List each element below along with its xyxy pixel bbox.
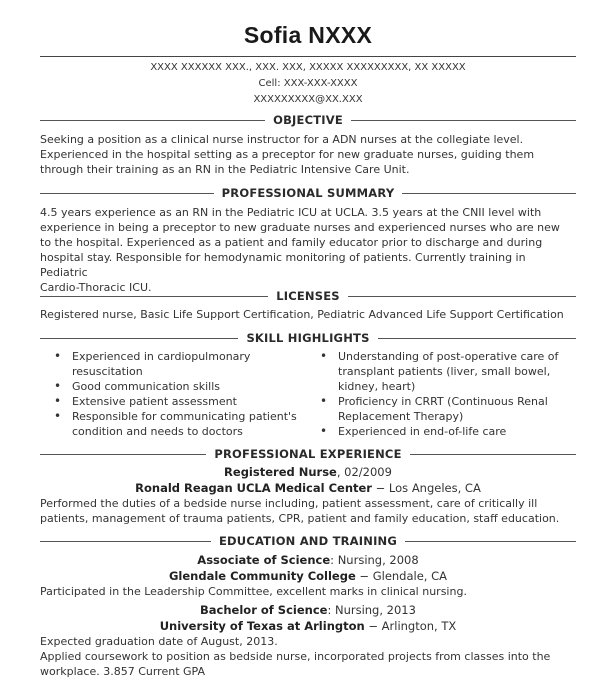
- experience-text: [40, 496, 576, 526]
- employer-location: − Los Angeles, CA: [371, 481, 481, 495]
- skills-list-right: [320, 349, 570, 439]
- skills-heading: [40, 331, 576, 345]
- section-rule: [405, 541, 576, 542]
- school-name: University of Texas at Arlington: [159, 619, 365, 633]
- section-rule: [348, 296, 576, 297]
- education-line: Applied coursework to position as bedside nurse, incorporated projects from classes into the: [40, 650, 551, 663]
- degree-detail: : Nursing, 2013: [327, 603, 416, 617]
- summary-line: hospital stay. Responsible for hemodynamic monitoring of patients. Currently training in Pediatric: [40, 251, 526, 279]
- section-rule: [40, 338, 238, 339]
- section-rule: [410, 454, 576, 455]
- section-title: LICENSES: [276, 289, 340, 303]
- section-rule: [40, 454, 206, 455]
- skills-list-left: [54, 349, 304, 439]
- objective-line: Experienced in the hospital setting as a preceptor for new graduate nurses, guiding them: [40, 148, 535, 161]
- summary-line: to the hospital. Experienced as a patient and family educator prior to discharge and during: [40, 236, 543, 249]
- section-title: PROFESSIONAL EXPERIENCE: [214, 447, 402, 461]
- section-rule: [378, 338, 576, 339]
- section-rule: [402, 193, 576, 194]
- school-location: − Glendale, CA: [355, 569, 448, 583]
- section-title: SKILL HIGHLIGHTS: [246, 331, 370, 345]
- skill-item: • Responsible for communicating patient's condition and needs to doctors: [54, 409, 304, 439]
- summary-heading: [40, 186, 576, 200]
- licenses-text: Registered nurse, Basic Life Support Certification, Pediatric Advanced Life Support Certification: [40, 308, 564, 321]
- candidate-name: Sofia NXXX: [243, 22, 373, 48]
- degree-line: [0, 603, 616, 618]
- summary-text: [40, 205, 576, 295]
- section-title: OBJECTIVE: [273, 113, 343, 127]
- skill-item: • Proficiency in CRRT (Continuous Renal Replacement Therapy): [320, 394, 570, 424]
- section-rule: [40, 193, 214, 194]
- experience-line: patients, management of trauma patients, CPR, patient and family education, staff education.: [40, 512, 560, 525]
- employer-name: Ronald Reagan UCLA Medical Center: [135, 481, 372, 495]
- education-text: [40, 634, 576, 679]
- degree-name: Associate of Science: [197, 553, 331, 567]
- education-heading: [40, 534, 576, 548]
- employer-line: [0, 481, 616, 496]
- education-line: Participated in the Leadership Committee, excellent marks in clinical nursing.: [40, 585, 467, 598]
- job-date: , 02/2009: [336, 465, 392, 479]
- summary-line: 4.5 years experience as an RN in the Pediatric ICU at UCLA. 3.5 years at the CNII level with: [40, 206, 542, 219]
- education-line: Expected graduation date of August, 2013.: [40, 635, 278, 648]
- section-rule: [351, 120, 576, 121]
- job-title-line: [0, 465, 616, 480]
- experience-heading: [40, 447, 576, 461]
- degree-name: Bachelor of Science: [200, 603, 328, 617]
- objective-line: Seeking a position as a clinical nurse instructor for a ADN nurses at the collegiate level.: [40, 133, 524, 146]
- degree-line: [0, 553, 616, 568]
- summary-line: experience in being a preceptor to new graduate nurses and experienced nurses who are new: [40, 221, 560, 234]
- school-line: [0, 619, 616, 634]
- school-name: Glendale Community College: [168, 569, 356, 583]
- education-line: workplace. 3.857 Current GPA: [40, 665, 205, 678]
- contact-email: XXXXXXXXX@XX.XXX: [253, 94, 363, 105]
- contact-cell: Cell: XXX-XXX-XXXX: [258, 78, 358, 89]
- contact-address: XXXX XXXXXX XXX., XXX. XXX, XXXXX XXXXXXXXX, XX XXXXX: [150, 62, 466, 73]
- experience-line: Performed the duties of a bedside nurse including, patient assessment, care of critically ill: [40, 497, 538, 510]
- skill-item: • Experienced in end-of-life care: [320, 424, 570, 439]
- section-rule: [40, 120, 265, 121]
- objective-heading: [40, 113, 576, 127]
- school-line: [0, 569, 616, 584]
- job-title: Registered Nurse: [224, 465, 337, 479]
- school-location: − Arlington, TX: [364, 619, 457, 633]
- licenses-heading: [40, 289, 576, 303]
- objective-text: [40, 132, 576, 177]
- skill-item: • Good communication skills: [54, 379, 304, 394]
- skill-item: • Experienced in cardiopulmonary resuscitation: [54, 349, 304, 379]
- section-title: PROFESSIONAL SUMMARY: [221, 186, 395, 200]
- education-text: [40, 584, 576, 599]
- summary-line: Cardio-Thoracic ICU.: [40, 281, 152, 294]
- section-title: EDUCATION AND TRAINING: [218, 534, 398, 548]
- header-rule: [40, 56, 576, 57]
- skill-item: • Understanding of post-operative care of transplant patients (liver, small bowel, kidney, heart): [320, 349, 570, 394]
- skill-item: • Extensive patient assessment: [54, 394, 304, 409]
- section-rule: [40, 296, 268, 297]
- section-rule: [40, 541, 211, 542]
- objective-line: through their training as an RN in the Pediatric Intensive Care Unit.: [40, 163, 410, 176]
- degree-detail: : Nursing, 2008: [330, 553, 419, 567]
